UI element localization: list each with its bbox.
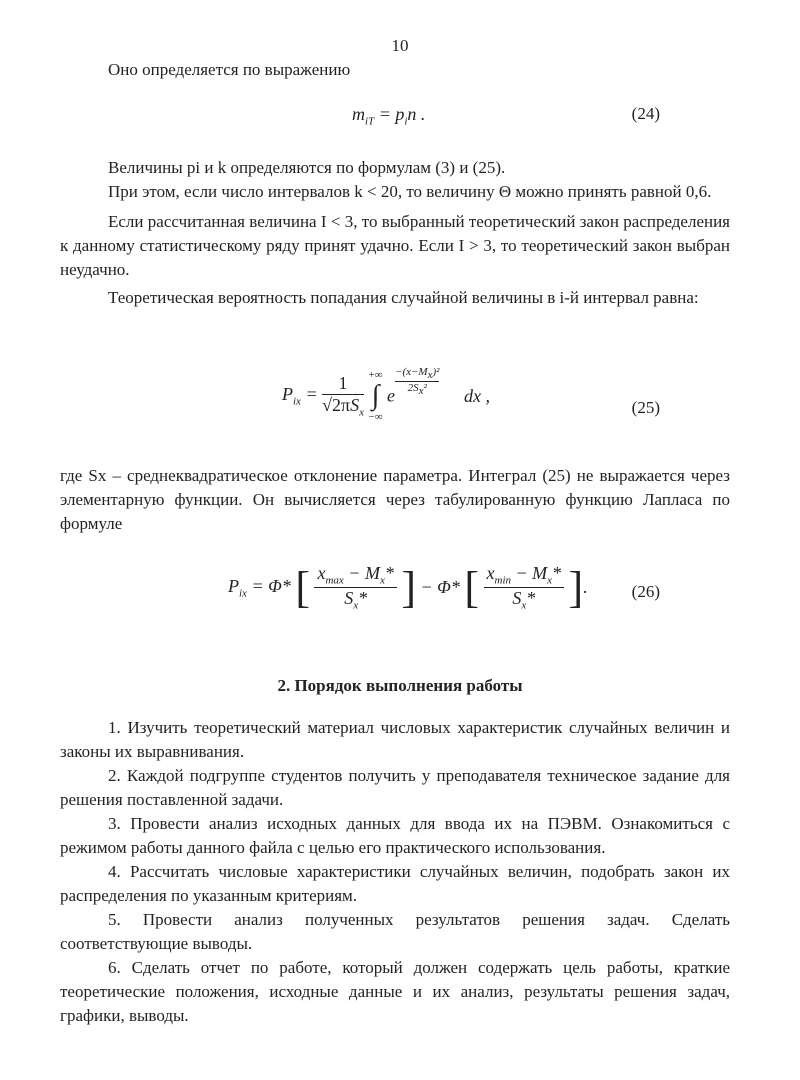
equation-26-formula: $P_{ix} = \Phi*$ [ $\frac{x_{max} - M_x*}{S_x*}$ ] − Φ* [ $\frac{x_{min} - M_x*}{S_x*}$ ]. (228, 563, 588, 612)
step-item: 4. Рассчитать числовые характеристики случайных величин, подобрать закон их распределения по указанным критериям. (60, 862, 730, 905)
step-item: 2. Каждой подгруппе студентов получить у преподавателя техническое задание для решения поставленной задачи. (60, 766, 730, 809)
step-item: 6. Сделать отчет по работе, который должен содержать цель работы, краткие теоретические положения, исходные данные и их анализ, результаты решения задач, графики, выводы. (60, 958, 730, 1025)
equation-24-number: (24) (631, 104, 660, 123)
para-where: где Sx – среднеквадратическое отклонение параметра. Интеграл (25) не выражается через элементарную функции. Он вычисляется через табулированную функцию Лапласа по формуле (60, 466, 730, 533)
document-page: 10 Оно определяется по выражению $m_{iT} = p_in$ . (24) Величины pi и k определяются по формулам (3) и (25). При этом, если число интервалов k < 20, то величину Θ можно принять равной 0,6. Если рассчитанная величина I < 3, то выбранный теоретический закон распределения к данному статистическому ряду принят удачно. Если I > 3, то теоретический закон выбран неудачно. Теоретическая вероятность попадания случайной величины в i-й интервал равна: $P_{ix}$ = $\frac{1}{√2\pi S_x}$ +∞ ∫ −∞ e $\frac{-(x-M_x)^2}{2S_x^2}$ dx , (25) где Sx – среднеквадратическое отклонение параметра. Интеграл (25) не выражается через элементарную функции. Он вычисляется через табулированную функцию Лапласа по формуле $P_{ix} = \Phi*$ [ $\frac{x_{max} - M_x*}{S_x*}$ ] − Φ* [ $\frac{x_{min} - M_x*}{S_x*}$ ]. (26) 2. Порядок выполнения работы 1. Изучить теоретический материал числовых характеристик случайных величин и законы их выравнивания. 2. Каждой подгруппе студентов получить у преподавателя техническое задание для решения поставленной задачи. 3. Провести анализ исходных данных для ввода их на ПЭВМ. Ознакомиться с режимом работы данного файла с целью его практического использования. 4. Рассчитать числовые характеристики случайных величин, подобрать закон их распределения по указанным критериям. 5. Провести анализ полученных результатов решения задач. Сделать соответствующие выводы. 6. Сделать отчет по работе, который должен содержать цель работы, краткие теоретические положения, исходные данные и их анализ, результаты решения задач, графики, выводы. (0, 0, 800, 1080)
intro-line-block (60, 58, 730, 82)
text-block-1 (60, 156, 730, 310)
page-number: 10 (391, 36, 409, 55)
para-calc: Если рассчитанная величина I < 3, то выбранный теоретический закон распределения к данному статистическому ряду принят удачно. Если I > 3, то теоретический закон выбран неудачно. (60, 212, 730, 279)
equation-25-formula: $P_{ix}$ = $\frac{1}{√2\pi S_x}$ +∞ ∫ −∞ e $\frac{-(x-M_x)^2}{2S_x^2}$ dx , (282, 366, 490, 423)
para-values: Величины pi и k определяются по формулам (3) и (25). (108, 158, 506, 177)
section-heading: 2. Порядок выполнения работы (277, 676, 523, 695)
intro-line: Оно определяется по выражению (108, 60, 351, 79)
para-prob: Теоретическая вероятность попадания случайной величины в i-й интервал равна: (108, 288, 699, 307)
equation-26 (60, 562, 730, 632)
steps-list (60, 716, 730, 1028)
step-item: 3. Провести анализ исходных данных для ввода их на ПЭВМ. Ознакомиться с режимом работы данного файла с целью его практического использования. (60, 814, 730, 857)
equation-25 (60, 368, 730, 448)
step-item: 1. Изучить теоретический материал числовых характеристик случайных величин и законы их выравнивания. (60, 718, 730, 761)
equation-25-number: (25) (631, 398, 660, 417)
para-intervals: При этом, если число интервалов k < 20, то величину Θ можно принять равной 0,6. (108, 182, 712, 201)
step-item: 5. Провести анализ полученных результатов решения задач. Сделать соответствующие выводы. (60, 910, 730, 953)
text-block-2 (60, 464, 730, 536)
equation-26-number: (26) (631, 582, 660, 601)
